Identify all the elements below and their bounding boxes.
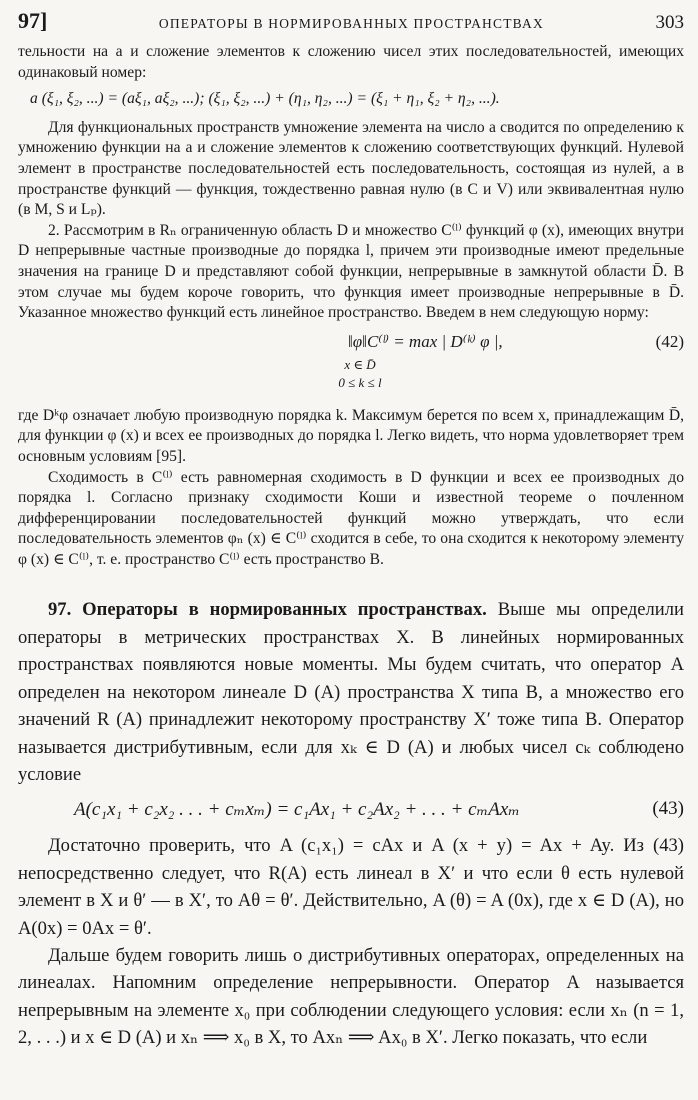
running-head: [18, 8, 684, 42]
equation-42-body: ‖φ‖C⁽ˡ⁾ = max | D⁽ᵏ⁾ φ |,: [348, 331, 503, 351]
section-spacer: [18, 570, 684, 596]
paragraph-function-spaces: Для функциональных пространств умножение элемента на число a сводится по определению к умножению функции на a и сложение элементов к сложению соответствующих функций. Нулевой элемент в пространстве последовательностей есть последовательность, состоящая из нулей, а в пространстве функций — функция, тождественно равная нулю (в C и V) или эквивалентная нулю (в M, S и Lₚ).: [18, 118, 684, 219]
formula-sequence-operations: a (ξ₁, ξ₂, ...) = (aξ₁, aξ₂, ...); (ξ₁, ξ₂, ...) + (η₁, η₂, ...) = (ξ₁ + η₁, ξ₂ + η₂, ...).: [30, 90, 500, 108]
equation-42: [18, 332, 684, 402]
equation-42-subscript: [330, 356, 390, 392]
equation-42-sub-domain: x ∈ D̄: [344, 356, 376, 372]
small-print-block: [18, 42, 684, 570]
section-number: 97]: [18, 8, 48, 33]
paragraph-continuation: тельности на a и сложение элементов к сложению чисел этих последовательностей, имеющих одинаковый номер:: [18, 43, 684, 81]
running-title: ОПЕРАТОРЫ В НОРМИРОВАННЫХ ПРОСТРАНСТВАХ: [158, 16, 544, 31]
equation-43-body: A(c₁x₁ + c₂x₂ . . . + cₘxₘ) = c₁Ax₁ + c₂Ax₂ + . . . + cₘAxₘ: [74, 799, 520, 821]
equation-42-number: (42): [655, 331, 684, 351]
paragraph-verification: Достаточно проверить, что A (c₁x₁) = cAx и A (x + y) = Ax + Ay. Из (43) непосредственно следует, что R(A) есть линеал в X′ и что если θ есть нулевой элемент в X и θ′ — в X′, то Aθ = θ′. Действительно, A (θ) = A (0x), где x ∈ D (A), но A(0x) = 0Ax = θ′.: [18, 835, 684, 939]
paragraph-convergence: Сходимость в C⁽ˡ⁾ есть равномерная сходимость в D функции и всех ее производных до порядка l. Согласно признаку сходимости Коши и известной теореме о почленном дифференцировании последовательностей функций можно утверждать, что если последовательность элементов φₙ (x) ∈ C⁽ˡ⁾ сходится в себе, то она сходится к некоторому элементу φ (x) ∈ C⁽ˡ⁾, т. е. пространство C⁽ˡ⁾ есть пространство B.: [18, 468, 684, 568]
page-number: 303: [655, 12, 684, 33]
paragraph-continuity: Дальше будем говорить лишь о дистрибутивных операторах, определенных на линеалах. Напомним определение непрерывности. Оператор A называется непрерывным на элементе x₀ при соблюдении следующего условия: если xₙ (n = 1, 2, . . .) и x ∈ D (A) и xₙ ⟹ x₀ в X, то Axₙ ⟹ Ax₀ в X′. Легко показать, что если: [18, 944, 684, 1049]
book-page: [18, 8, 684, 1052]
equation-43: [18, 792, 684, 830]
equation-43-number: (43): [652, 798, 684, 820]
section-title: 97. Операторы в нормированных пространствах.: [48, 599, 487, 621]
main-text-block: [18, 596, 684, 1051]
equation-42-sub-range: 0 ≤ k ≤ l: [338, 374, 382, 390]
paragraph-operators-intro: [18, 596, 684, 788]
paragraph-norm-explanation: где Dᵏφ означает любую производную порядка k. Максимум берется по всем x, принадлежащим D̄, для функции φ (x) и всех ее производных до порядка l. Легко видеть, что норма удовлетворяет трем основным условиям [95].: [18, 406, 684, 465]
paragraph-operators-intro-text: Выше мы определили операторы в метрических пространствах X. В линейных нормированных пространствах появляются новые моменты. Мы будем считать, что оператор A определен на некотором линеале D (A) пространства X типа B, а множество его значений R (A) принадлежит некоторому пространству X′ тоже типа B. Оператор называется дистрибутивным, если для xₖ ∈ D (A) и любых чисел cₖ соблюдено условие: [18, 599, 684, 785]
paragraph-space-cl: 2. Рассмотрим в Rₙ ограниченную область D и множество C⁽ˡ⁾ функций φ (x), имеющих внутри D непрерывные частные производные до порядка l, причем эти производные имеют предельные значения на границе D и представляют собой функции, непрерывные в замкнутой области D̄. В этом случае мы будем короче говорить, что функция имеет производные непрерывные в D̄. Указанное множество функций есть линейное пространство. Введем в нем следующую норму:: [18, 221, 684, 322]
